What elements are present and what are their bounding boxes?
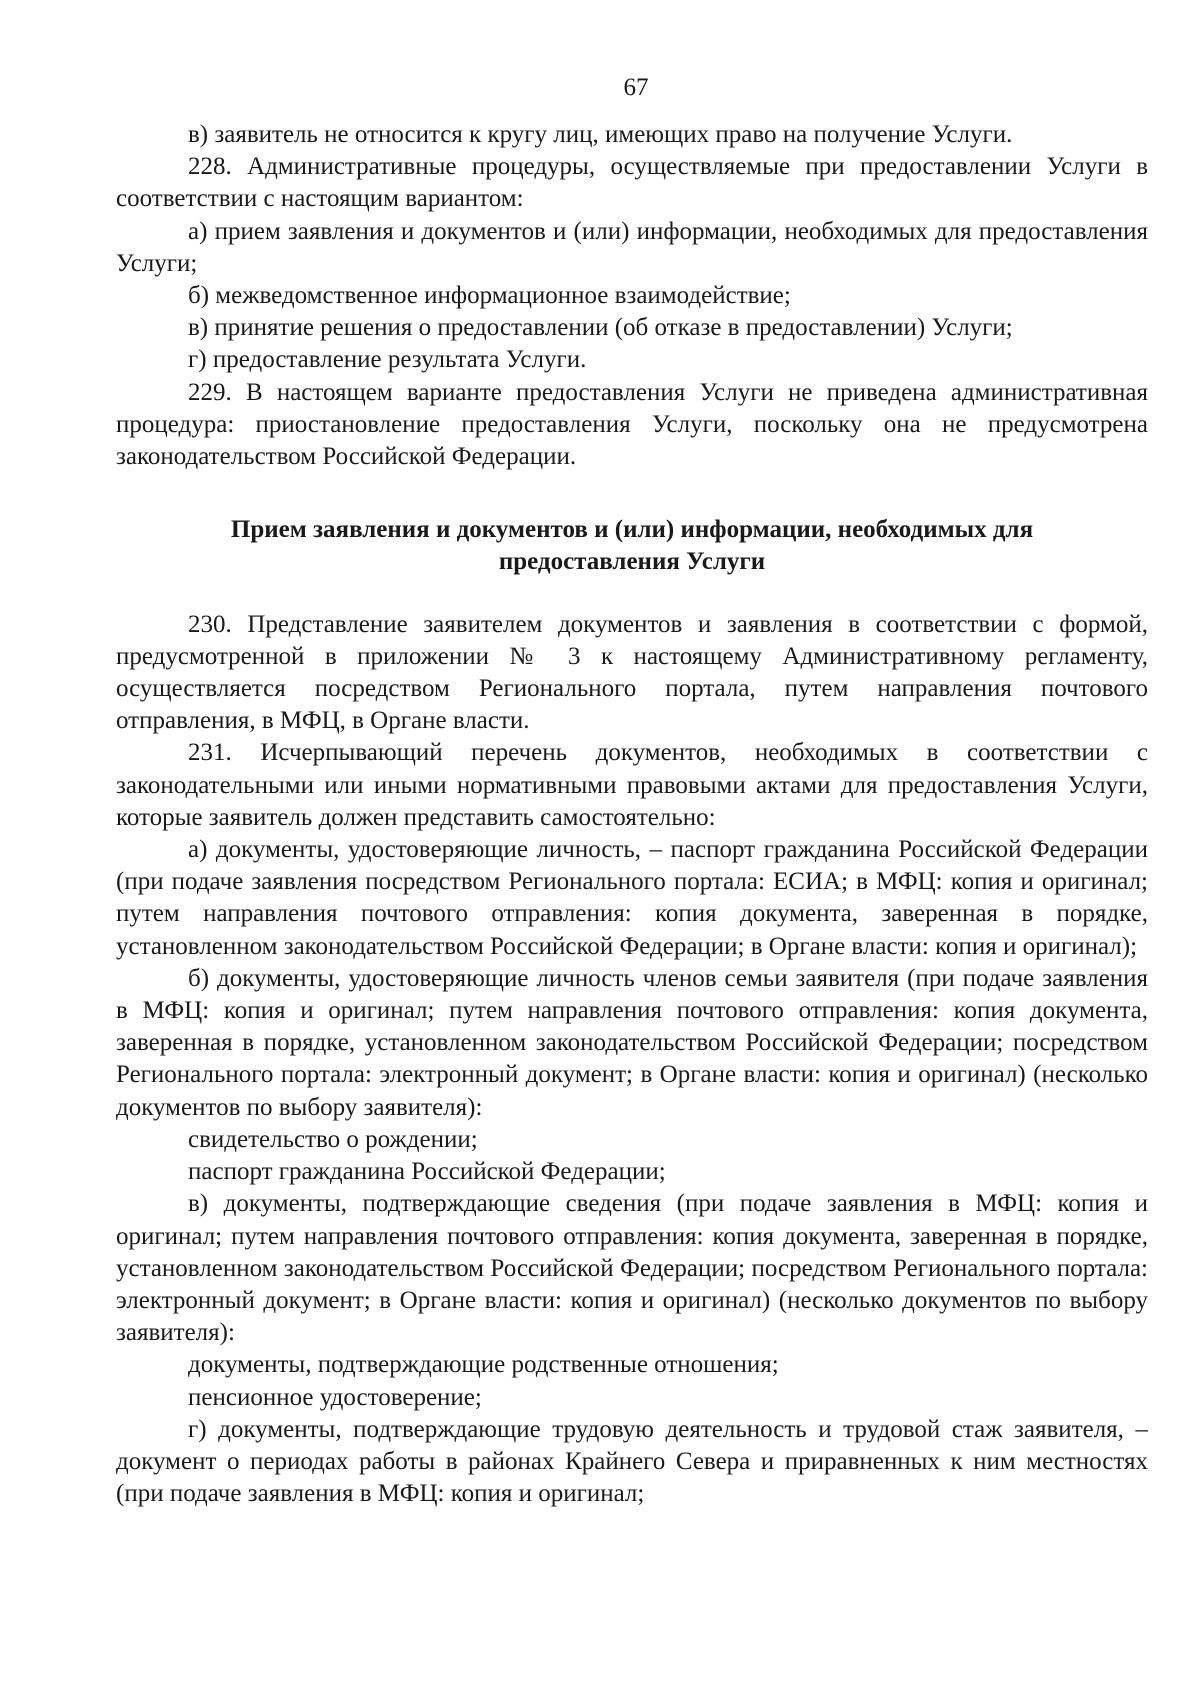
paragraph-229: 229. В настоящем варианте предоставления Услуги не приведена административная процедура: приостановление предоставления Услуги, поскольку она не предусмотрена законодательством Российской Федерации. [116,378,1148,471]
section-heading-line-2: предоставления Услуги [498,548,766,576]
paragraph-item-g-result: г) предоставление результата Услуги. [188,346,587,374]
paragraph-item-v-decision: в) принятие решения о предоставлении (об отказе в предоставлении) Услуги; [188,314,1013,342]
paragraph-item-a-application-intake: а) прием заявления и документов и (или) информации, необходимых для предоставления Услуги; [116,217,1148,277]
paragraph-item-a-identity-documents: а) документы, удостоверяющие личность, – паспорт гражданина Российской Федерации (при подаче заявления посредством Регионального портала: ЕСИА; в МФЦ: копия и оригинал; путем направления почтового отправления: копия документа, заверенная в порядке, установленном законодательством Российской Федерации; в Органе власти: копия и оригинал); [116,836,1148,960]
list-item-passport: паспорт гражданина Российской Федерации; [188,1158,666,1186]
section-heading-line-1: Прием заявления и документов и (или) информации, необходимых для [230,516,1034,544]
paragraph-item-v-confirming-documents: в) документы, подтверждающие сведения (при подаче заявления в МФЦ: копия и оригинал; путем направления почтового отправления: копия документа, заверенная в порядке, установленном законодательством Российской Федерации; посредством Регионального портала: электронный документ; в Органе власти: копия и оригинал) (несколько документов по выбору заявителя): [116,1190,1148,1347]
paragraph-item-b-interagency: б) межведомственное информационное взаимодействие; [188,282,791,310]
list-item-pension-certificate: пенсионное удостоверение; [188,1383,482,1411]
paragraph-231: 231. Исчерпывающий перечень документов, необходимых в соответствии с законодательными или иными нормативными правовыми актами для предоставления Услуги, которые заявитель должен представить самостоятельно: [116,739,1148,831]
list-item-kinship-documents: документы, подтверждающие родственные отношения; [188,1351,779,1379]
page-number: 67 [623,74,649,101]
paragraph-item-g-work-experience: г) документы, подтверждающие трудовую деятельность и трудовой стаж заявителя, – документ о периодах работы в районах Крайнего Севера и приравненных к ним местностях (при подаче заявления в МФЦ: копия и оригинал; [116,1415,1148,1508]
paragraph-230: 230. Представление заявителем документов и заявления в соответствии с формой, предусмотренной в приложении № 3 к настоящему Административному регламенту, осуществляется посредством Регионального портала, путем направления почтового отправления, в МФЦ, в Органе власти. [116,610,1148,735]
section-heading [116,514,1148,578]
document-body [116,119,1148,1510]
list-item-birth-certificate: свидетельство о рождении; [188,1125,478,1153]
paragraph-228: 228. Административные процедуры, осуществляемые при предоставлении Услуги в соответствии с настоящим вариантом: [116,153,1148,213]
paragraph-item-b-family-identity: б) документы, удостоверяющие личность членов семьи заявителя (при подаче заявления в МФЦ: копия и оригинал; путем направления почтового отправления: копия документа, заверенная в порядке, установленном законодательством Российской Федерации; посредством Регионального портала: электронный документ; в Органе власти: копия и оригинал) (несколько документов по выбору заявителя): [116,964,1148,1121]
paragraph-item-v-not-eligible: в) заявитель не относится к кругу лиц, имеющих право на получение Услуги. [188,121,1013,148]
